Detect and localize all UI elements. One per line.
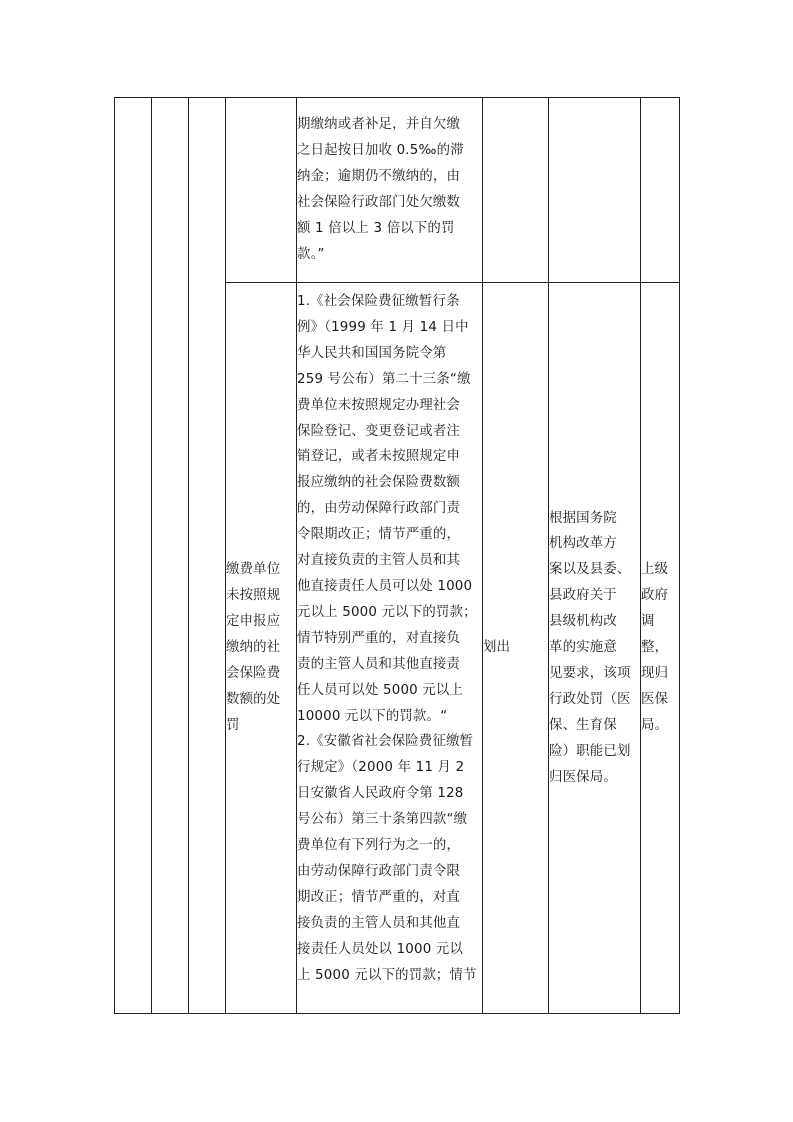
- cell-remark-empty: [641, 98, 680, 283]
- item-name-line: 数额的处: [226, 691, 281, 707]
- basis-line: 报应缴纳的社会保险费数额: [297, 475, 461, 491]
- item-name-line: 定申报应: [226, 614, 281, 630]
- basis-line: 之日起按日加收 0.5‰的滞: [297, 143, 464, 159]
- basis-line: 款。”: [297, 246, 325, 262]
- remark-line: 上级: [641, 562, 669, 578]
- cell-item-name-empty: [226, 98, 297, 283]
- basis-line: 行规定》（2000 年 11 月 2: [297, 760, 465, 776]
- basis-line: 华人民共和国国务院令第: [297, 345, 447, 361]
- basis-line: 接负责的主管人员和其他直: [297, 915, 461, 931]
- basis-line: 对直接负责的主管人员和其: [297, 553, 461, 569]
- cell-remark: [641, 283, 680, 1014]
- basis-line: 期改正；情节严重的，对直: [297, 889, 461, 905]
- item-name-line: 未按照规: [226, 588, 281, 604]
- basis-line: 上 5000 元以下的罚款；情节: [297, 967, 477, 983]
- item-name-line: 缴费单位: [226, 562, 281, 578]
- cell-legal-basis-continued: [297, 98, 483, 283]
- basis-line: 令限期改正；情节严重的，: [297, 527, 461, 543]
- basis-line: 由劳动保障行政部门责令限: [297, 863, 461, 879]
- cell-reason-empty: [549, 98, 641, 283]
- remark-line: 政府: [641, 588, 669, 604]
- basis-line: 额 1 倍以上 3 倍以下的罚: [297, 220, 455, 236]
- table-row-continuation: [115, 98, 680, 283]
- remark-line: 现归: [641, 665, 669, 681]
- basis-line: 259 号公布）第二十三条“缴: [297, 371, 471, 387]
- remark-line: 调: [641, 614, 655, 630]
- cell-legal-basis: [297, 283, 483, 1014]
- remark-line: 整，: [641, 640, 669, 656]
- reason-line: 见要求，该项: [549, 665, 631, 681]
- basis-line: 接责任人员处以 1000 元以: [297, 941, 464, 957]
- basis-line: 费单位有下列行为之一的，: [297, 838, 461, 854]
- reason-line: 险）职能已划: [549, 743, 631, 759]
- reason-line: 机构改革方: [549, 536, 617, 552]
- cell-blank-col3: [189, 98, 226, 1014]
- document-table: [114, 97, 680, 1014]
- cell-item-name: [226, 283, 297, 1014]
- cell-change-type-empty: [483, 98, 549, 283]
- basis-line: 日安徽省人民政府令第 128: [297, 786, 464, 802]
- basis-line: 销登记，或者未按照规定申: [297, 449, 461, 465]
- change-type-text: 划出: [483, 640, 511, 656]
- cell-change-type: [483, 283, 549, 1014]
- basis-line: 元以上 5000 元以下的罚款；: [297, 604, 477, 620]
- reason-line: 行政处罚（医: [549, 691, 631, 707]
- reason-line: 根据国务院: [549, 510, 617, 526]
- basis-line: 社会保险行政部门处欠缴数: [297, 195, 461, 210]
- basis-line: 例》（1999 年 1 月 14 日中: [297, 319, 469, 335]
- remark-line: 医保: [641, 691, 669, 707]
- remark-line: 局。: [641, 717, 669, 733]
- reason-line: 保、生育保: [549, 717, 617, 733]
- reason-line: 归医保局。: [549, 769, 617, 785]
- basis-line: 2.《安徽省社会保险费征缴暂: [297, 734, 474, 750]
- item-name-line: 缴纳的社: [226, 640, 281, 656]
- basis-line: 纳金；逾期仍不缴纳的，由: [297, 169, 461, 185]
- reason-line: 县级机构改: [549, 614, 617, 630]
- reason-line: 革的实施意: [549, 640, 617, 656]
- cell-blank-col2: [152, 98, 189, 1014]
- basis-line: 费单位未按照规定办理社会: [297, 397, 461, 413]
- cell-reason: [549, 283, 641, 1014]
- basis-line: 期缴纳或者补足，并自欠缴: [297, 117, 461, 133]
- basis-line: 他直接责任人员可以处 1000: [297, 578, 473, 594]
- item-name-line: 罚: [226, 717, 240, 733]
- reason-line: 县政府关于: [549, 588, 617, 604]
- item-name-line: 会保险费: [226, 665, 281, 681]
- basis-line: 1.《社会保险费征缴暂行条: [297, 294, 460, 309]
- basis-line: 号公布）第三十条第四款“缴: [297, 812, 468, 828]
- reason-line: 案以及县委、: [549, 562, 631, 578]
- basis-line: 保险登记、变更登记或者注: [297, 423, 461, 439]
- basis-line: 10000 元以下的罚款。“: [297, 708, 448, 724]
- basis-line: 任人员可以处 5000 元以上: [297, 682, 464, 698]
- basis-line: 责的主管人员和其他直接责: [297, 656, 461, 672]
- cell-blank-col1: [115, 98, 152, 1014]
- basis-line: 情节特别严重的，对直接负: [297, 630, 461, 646]
- basis-line: 的，由劳动保障行政部门责: [297, 501, 461, 517]
